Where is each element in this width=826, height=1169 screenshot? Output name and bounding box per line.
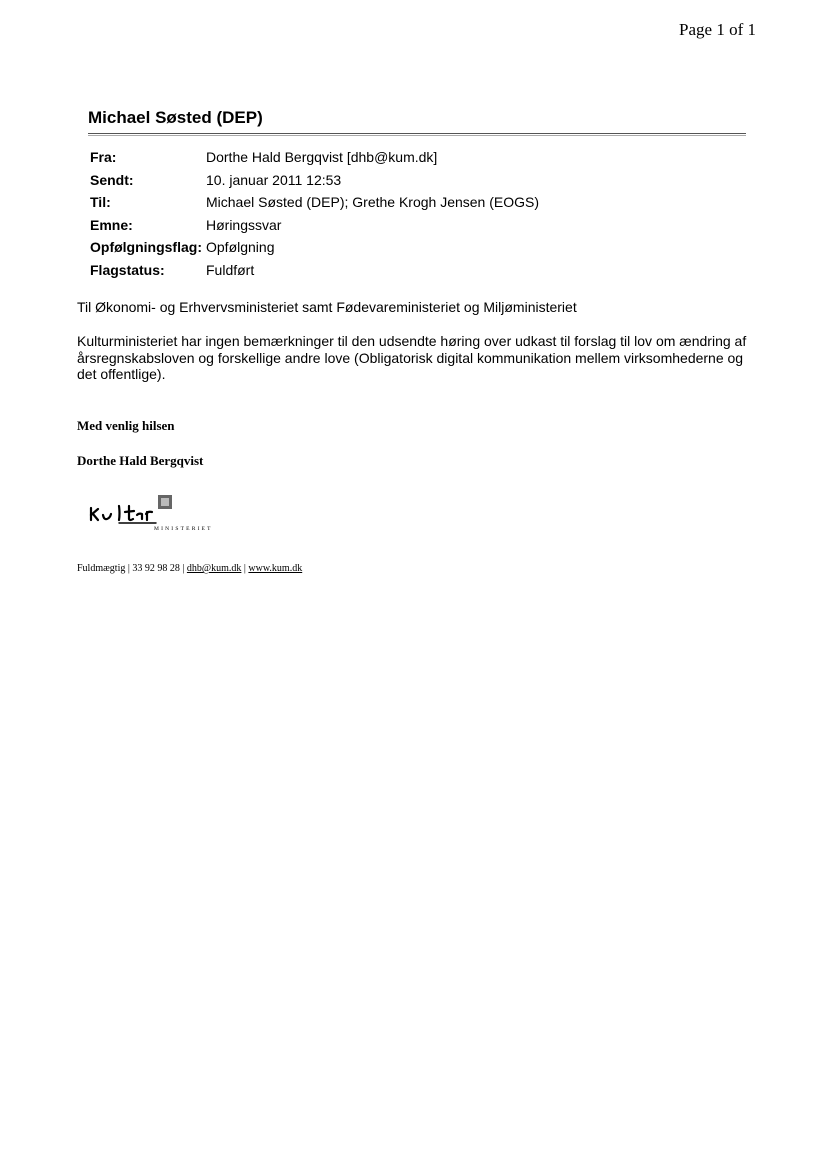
signature-email-link[interactable]: dhb@kum.dk (186, 563, 242, 574)
email-closing: Med venlig hilsen (77, 418, 175, 433)
header-value: Opfølgning (206, 239, 275, 256)
svg-text:MINISTERIET: MINISTERIET (154, 526, 213, 532)
header-key: Sendt: (90, 171, 134, 188)
header-key: Til: (90, 194, 111, 211)
email-header-table (90, 146, 539, 281)
header-value: Høringssvar (206, 216, 282, 233)
header-key: Emne: (90, 216, 133, 233)
page-number: Page 1 of 1 (679, 20, 756, 39)
header-divider (88, 133, 746, 136)
header-row-flag-status (90, 259, 539, 282)
header-key: Flagstatus: (90, 261, 165, 278)
signature-contact-line (77, 563, 302, 574)
header-key: Fra: (90, 149, 117, 166)
header-value: Michael Søsted (DEP); Grethe Krogh Jensen (EOGS) (206, 194, 540, 211)
signature-title: Fuldmægtig (77, 563, 126, 574)
separator: | (179, 563, 187, 574)
separator: | (241, 563, 249, 574)
header-row-subject (90, 214, 539, 237)
email-body: Kulturministeriet har ingen bemærkninger til den udsendte høring over udkast til forslag til lov om ændring af årsregnskabsloven og forskellige andre love (Obligatorisk digital kommunikation mellem virksomhederne og det offentlige). (77, 333, 747, 382)
header-key: Opfølgningsflag: (90, 239, 202, 256)
header-value: Dorthe Hald Bergqvist [dhb@kum.dk] (206, 149, 438, 166)
header-row-from (90, 146, 539, 169)
header-value: 10. januar 2011 12:53 (206, 171, 342, 188)
header-row-followup-flag (90, 236, 539, 259)
email-greeting: Til Økonomi- og Erhvervsministeriet samt Fødevareministeriet og Miljøministeriet (77, 299, 577, 315)
separator: | (125, 563, 133, 574)
signature-phone: 33 92 98 28 (132, 563, 180, 574)
header-value: Fuldført (206, 261, 255, 278)
mailbox-owner-title: Michael Søsted (DEP) (88, 108, 263, 127)
kulturministeriet-logo (86, 492, 228, 532)
signature-website-link[interactable]: www.kum.dk (248, 563, 303, 574)
sender-name: Dorthe Hald Bergqvist (77, 453, 204, 468)
header-row-sent (90, 169, 539, 192)
header-row-to (90, 191, 539, 214)
